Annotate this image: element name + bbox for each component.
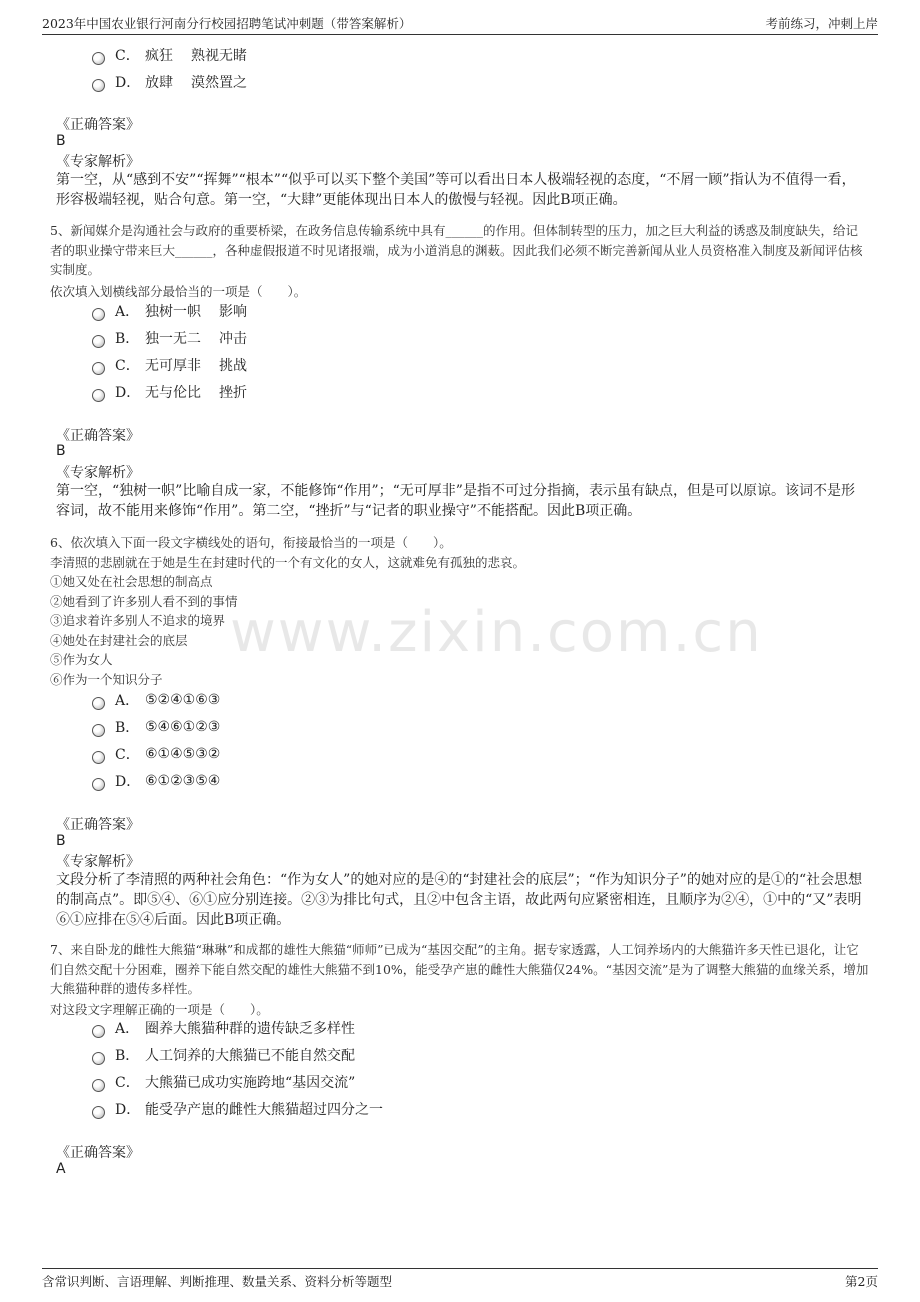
q5-option-a[interactable]: A． 独树一帜 影响: [92, 300, 247, 322]
radio-icon[interactable]: [92, 697, 105, 710]
analysis-heading: 《专家解析》: [56, 465, 140, 481]
q6-item: ③追求着许多别人不追求的境界: [50, 613, 226, 628]
q6-item: ④她处在封建社会的底层: [50, 633, 188, 648]
radio-icon[interactable]: [92, 308, 105, 321]
q6-option-a[interactable]: A． ⑤②④①⑥③: [92, 689, 220, 711]
radio-icon[interactable]: [92, 79, 105, 92]
q5-option-c[interactable]: C． 无可厚非 挑战: [92, 354, 247, 376]
q7-option-b[interactable]: B． 人工饲养的大熊猫已不能自然交配: [92, 1044, 355, 1066]
q6-option-b[interactable]: B． ⑤④⑥①②③: [92, 716, 220, 738]
q4-answer: B: [56, 133, 66, 149]
q6-option-c[interactable]: C． ⑥①④⑤③②: [92, 743, 220, 765]
q7-stem: 7、来自卧龙的雌性大熊猫“琳琳”和成都的雄性大熊猫“师师”已成为“基因交配”的主角。据专家透露，人工饲养场内的大熊猫许多天性已退化，让它们自然交配十分困难，圈养下能自然交配的雄性大熊猫不到10%，能受孕产崽的雌性大熊猫仅24%。“基因交流”是为了调整大熊猫的血缘关系，增加大熊猫种群的遗传多样性。: [50, 942, 869, 996]
q5-option-b[interactable]: B． 独一无二 冲击: [92, 327, 247, 349]
radio-icon[interactable]: [92, 335, 105, 348]
radio-icon[interactable]: [92, 1052, 105, 1065]
radio-icon[interactable]: [92, 724, 105, 737]
q6-stem: 6、依次填入下面一段文字横线处的语句，衔接最恰当的一项是（ ）。: [50, 535, 452, 550]
radio-icon[interactable]: [92, 362, 105, 375]
q7-prompt: 对这段文字理解正确的一项是（ ）。: [50, 1002, 269, 1017]
q4-option-d[interactable]: D． 放肆 漠然置之: [92, 71, 247, 93]
q5-option-d[interactable]: D． 无与伦比 挫折: [92, 381, 247, 403]
q5-analysis: 第一空，“独树一帜”比喻自成一家，不能修饰“作用”；“无可厚非”是指不可过分指摘，表示虽有缺点，但是可以原谅。该词不是形容词，故不能用来修饰“作用”。第二空，“挫折”与“记者的职业操守”不能搭配。因此B项正确。: [56, 483, 855, 519]
analysis-heading: 《专家解析》: [56, 854, 140, 870]
q7-option-a[interactable]: A． 圈养大熊猫种群的遗传缺乏多样性: [92, 1017, 355, 1039]
document-title: 2023年中国农业银行河南分行校园招聘笔试冲刺题（带答案解析）: [42, 16, 412, 31]
radio-icon[interactable]: [92, 1025, 105, 1038]
q4-option-c[interactable]: C． 疯狂 熟视无睹: [92, 44, 247, 66]
q7-option-d[interactable]: D． 能受孕产崽的雌性大熊猫超过四分之一: [92, 1098, 383, 1120]
q6-option-d[interactable]: D． ⑥①②③⑤④: [92, 770, 220, 792]
q6-analysis: 文段分析了李清照的两种社会角色：“作为女人”的她对应的是④的“封建社会的底层”；“作为知识分子”的她对应的是①的“社会思想的制高点”。即⑤④、⑥①应分别连接。②③为排比句式，且②中包含主语，故此两句应紧密相连，且顺序为②④，①中的“又”表明⑥①应排在⑤④后面。因此B项正确。: [56, 872, 863, 928]
radio-icon[interactable]: [92, 751, 105, 764]
q5-answer: B: [56, 443, 66, 459]
radio-icon[interactable]: [92, 1106, 105, 1119]
q4-analysis: 第一空，从“感到不安”“挥舞”“根本”“似乎可以买下整个美国”等可以看出日本人极端轻视的态度，“不屑一顾”指认为不值得一看，形容极端轻视，贴合句意。第一空，“大肆”更能体现出日本人的傲慢与轻视。因此B项正确。: [56, 172, 856, 208]
radio-icon[interactable]: [92, 52, 105, 65]
q6-item: ⑥作为一个知识分子: [50, 672, 163, 687]
radio-icon[interactable]: [92, 389, 105, 402]
page-footer: [42, 1268, 878, 1293]
q6-item: ①她又处在社会思想的制高点: [50, 574, 213, 589]
q5-prompt: 依次填入划横线部分最恰当的一项是（ ）。: [50, 284, 307, 299]
header-slogan: 考前练习，冲刺上岸: [765, 16, 878, 31]
radio-icon[interactable]: [92, 1079, 105, 1092]
q7-answer: A: [56, 1161, 66, 1177]
answer-heading: 《正确答案》: [56, 428, 140, 444]
q6-passage: 李清照的悲剧就在于她是生在封建时代的一个有文化的女人，这就难免有孤独的悲哀。: [50, 555, 526, 570]
q6-answer: B: [56, 833, 66, 849]
page-number: 第2页: [845, 1274, 878, 1289]
footer-subjects: 含常识判断、言语理解、判断推理、数量关系、资料分析等题型: [42, 1274, 393, 1289]
analysis-heading: 《专家解析》: [56, 154, 140, 170]
q5-stem: 5、新闻媒介是沟通社会与政府的重要桥梁，在政务信息传输系统中具有______的作用。但体制转型的压力，加之巨大利益的诱惑及制度缺失，给记者的职业操守带来巨大______，各种虚假报道不时见诸报端，成为小道消息的渊薮。因此我们必须不断完善新闻从业人员资格准入制度及新闻评估核实制度。: [50, 223, 863, 277]
answer-heading: 《正确答案》: [56, 817, 140, 833]
q6-item: ②她看到了许多别人看不到的事情: [50, 594, 238, 609]
page-header: [42, 12, 878, 35]
watermark: www.zixin.com.cn: [230, 600, 763, 665]
answer-heading: 《正确答案》: [56, 117, 140, 133]
answer-heading: 《正确答案》: [56, 1145, 140, 1161]
q6-item: ⑤作为女人: [50, 652, 113, 667]
radio-icon[interactable]: [92, 778, 105, 791]
q7-option-c[interactable]: C． 大熊猫已成功实施跨地“基因交流”: [92, 1071, 355, 1093]
